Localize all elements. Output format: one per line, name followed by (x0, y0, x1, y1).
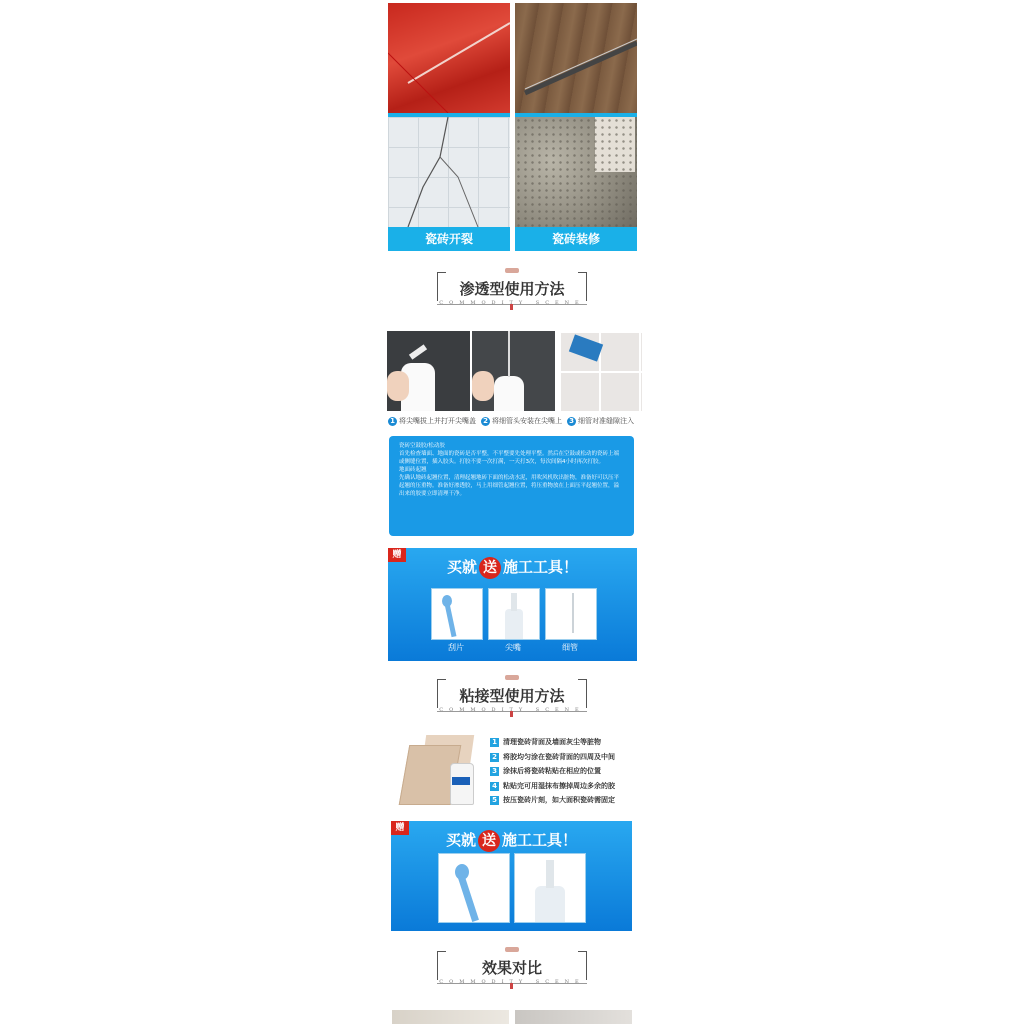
step-label-2: 2 将细管头安装在尖嘴上 (481, 416, 562, 426)
nozzle-tool-image (514, 853, 586, 923)
promo-banner-2 (391, 821, 632, 931)
section-subtitle: COMMODITY SCENE (439, 707, 585, 713)
step3-photo (559, 331, 642, 411)
nozzle-tool-image (488, 588, 540, 640)
promo-banner-1 (388, 548, 637, 661)
section-title: 渗透型使用方法 (459, 280, 565, 298)
glue-step-3: 3 涂抹后将瓷砖粘贴在相应的位置 (490, 766, 601, 776)
problem-label: 瓷砖装修 (515, 227, 637, 251)
promo-headline: 买就 送 施工工具！ (388, 556, 637, 579)
instruction-title-1: 瓷砖空鼓胶/松动胶 (399, 443, 445, 449)
tile-and-glue-photo (402, 735, 480, 805)
glue-step-2: 2 将胶均匀涂在瓷砖背面的四周及中间 (490, 752, 615, 762)
instruction-box (389, 436, 634, 536)
section-title: 效果对比 (481, 959, 542, 977)
glue-step-1: 1 清理瓷砖背面及墙面灰尘等脏物 (490, 737, 601, 747)
gift-badge: 赠 (391, 821, 409, 835)
tile-crack-photo (388, 117, 510, 227)
glue-step-5: 5 按压瓷砖片刻，如大面积瓷砖需固定 (490, 795, 615, 805)
section-subtitle: COMMODITY SCENE (439, 300, 585, 306)
comparison-after-photo (515, 1010, 632, 1024)
instruction-body-2: 先确认地砖起翘位置，清理起翘地砖下面的松动水泥，用吹风机吹出脏物，准备好可以压平起翘的压重物。准备好渗透胶，马上用细管起翘位置，将压重物放在上面压平起翘位置，溢出来的胶要立即清理干净。 (399, 475, 620, 497)
section-header-adhesive (437, 675, 587, 723)
scraper-tool-image (431, 588, 483, 640)
tool-label: 刮片 (448, 643, 464, 652)
instruction-title-2: 地面砖起翘 (399, 467, 427, 473)
section-subtitle: COMMODITY SCENE (439, 979, 585, 985)
problem-tile-tile-crack (388, 117, 510, 251)
problem-label: 瓷砖开裂 (388, 227, 510, 251)
section-header-penetrating (437, 268, 587, 316)
section-title: 粘接型使用方法 (459, 687, 565, 705)
step-label-3: 3 细管对准缝隙注入 (567, 416, 634, 426)
floor-lifting-photo (388, 3, 510, 113)
gift-badge: 赠 (388, 548, 406, 562)
glue-step-4: 4 粘贴完可用湿抹布擦掉周边多余的胶 (490, 781, 615, 791)
promo-headline: 买就 送 施工工具！ (391, 829, 632, 852)
tool-label: 尖嘴 (505, 643, 521, 652)
scraper-tool-image (438, 853, 510, 923)
tool-label: 细管 (562, 643, 578, 652)
problem-tile-tile-renovation (515, 117, 637, 251)
step2-photo (472, 331, 555, 411)
step-label-1: 1 将尖嘴拔上并打开尖嘴盖 (388, 416, 476, 426)
tube-tool-image (545, 588, 597, 640)
tile-renovation-photo (515, 117, 637, 227)
section-header-comparison (437, 947, 587, 995)
wood-floor-photo (515, 3, 637, 113)
instruction-body-1: 首先检查墙面、地面的瓷砖是否平整，不平整要先处理平整。然后在空鼓或松动的瓷砖上端或侧缝位置，插入胶头。打胶不要一次打满，一天打3次，每次间隔4小时再次打胶。 (399, 451, 620, 465)
comparison-before-photo (392, 1010, 509, 1024)
step1-photo (387, 331, 470, 411)
